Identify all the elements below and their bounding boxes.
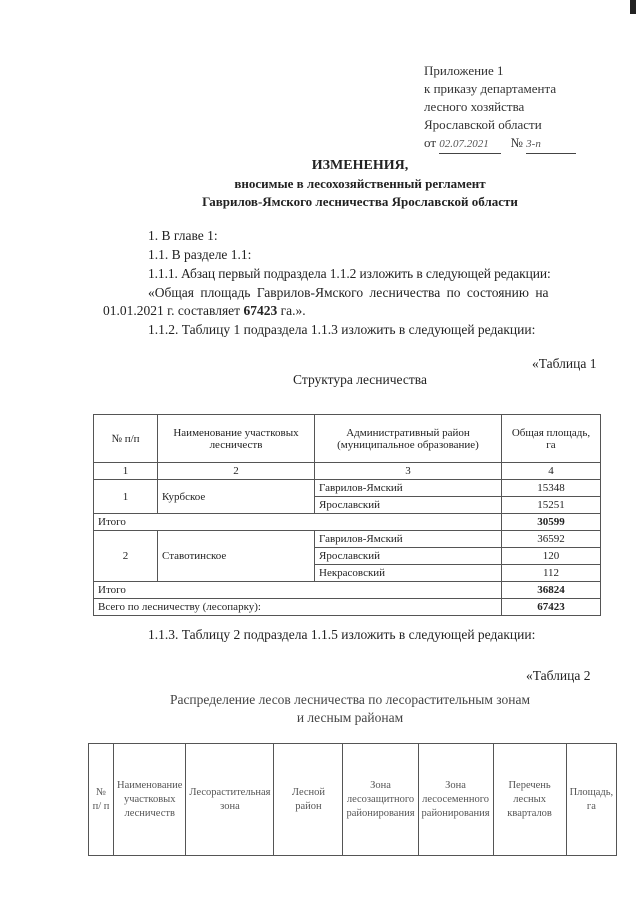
row2-num: 2 bbox=[94, 531, 158, 582]
para-6: 1.1.2. Таблицу 1 подраздела 1.1.3 изложить в следующей редакции: bbox=[148, 322, 536, 337]
th-num: № п/п bbox=[94, 415, 158, 463]
th-area: Общая площадь, га bbox=[502, 415, 601, 463]
row2-district-1: Гаврилов-Ямский bbox=[315, 531, 502, 548]
para-2: 1.1. В разделе 1.1: bbox=[148, 247, 252, 262]
row1-area-2: 15251 bbox=[502, 497, 601, 514]
para-7: 1.1.3. Таблицу 2 подраздела 1.1.5 изложить в следующей редакции: bbox=[148, 627, 536, 642]
row1-district-1: Гаврилов-Ямский bbox=[315, 480, 502, 497]
date-prefix: от bbox=[424, 135, 437, 150]
row2-area-2: 120 bbox=[502, 548, 601, 565]
row1-district-2: Ярославский bbox=[315, 497, 502, 514]
distribution-table bbox=[88, 743, 617, 856]
table2-label: «Таблица 2 bbox=[526, 668, 591, 683]
para-5-text: 01.01.2021 г. составляет bbox=[103, 303, 244, 318]
table-row bbox=[94, 514, 601, 531]
idx-4: 4 bbox=[502, 463, 601, 480]
number-handwritten: 3-п bbox=[526, 135, 576, 154]
structure-table bbox=[93, 414, 601, 616]
doc-subtitle-2: Гаврилов-Ямского лесничества Ярославской области bbox=[202, 194, 518, 209]
appendix-date-line bbox=[424, 134, 576, 154]
row2-district-2: Ярославский bbox=[315, 548, 502, 565]
total-value: 67423 bbox=[502, 599, 601, 616]
date-handwritten: 02.07.2021 bbox=[439, 135, 501, 154]
para-4: «Общая площадь Гаврилов-Ямского лесничества по состоянию на bbox=[148, 285, 549, 300]
para-3: 1.1.1. Абзац первый подраздела 1.1.2 изложить в следующей редакции: bbox=[148, 266, 551, 281]
row2-area-3: 112 bbox=[502, 565, 601, 582]
row1-num: 1 bbox=[94, 480, 158, 514]
th2-zone: Лесорастительная зона bbox=[186, 744, 274, 856]
th-name: Наименование участковых лесничеств bbox=[158, 415, 315, 463]
para-5 bbox=[103, 303, 306, 319]
table-row bbox=[94, 531, 601, 548]
idx-3: 3 bbox=[315, 463, 502, 480]
number-label: № bbox=[510, 135, 523, 150]
th2-seed-zone: Зона лесосеменного районирования bbox=[418, 744, 493, 856]
itogo-1-label: Итого bbox=[94, 514, 502, 531]
idx-2: 2 bbox=[158, 463, 315, 480]
scan-edge-mark bbox=[630, 0, 636, 14]
table-header-row bbox=[94, 415, 601, 463]
th2-quarters: Перечень лесных кварталов bbox=[493, 744, 566, 856]
row2-district-3: Некрасовский bbox=[315, 565, 502, 582]
itogo-2-value: 36824 bbox=[502, 582, 601, 599]
appendix-line1: Приложение 1 bbox=[424, 63, 504, 78]
table2-title-2: и лесным районам bbox=[296, 710, 404, 725]
row1-name: Курбское bbox=[158, 480, 315, 514]
total-label: Всего по лесничеству (лесопарку): bbox=[94, 599, 502, 616]
doc-title: ИЗМЕНЕНИЯ, bbox=[311, 158, 409, 173]
th2-protection-zone: Зона лесозащитного районирования bbox=[343, 744, 418, 856]
th2-name: Наименование участковых лесничеств bbox=[114, 744, 186, 856]
appendix-line3: лесного хозяйства bbox=[424, 99, 525, 114]
table1-title: Структура лесничества bbox=[293, 372, 427, 387]
table-row bbox=[94, 582, 601, 599]
table1-label: «Таблица 1 bbox=[532, 356, 597, 371]
th2-area: Площадь, га bbox=[566, 744, 617, 856]
table2-title-1: Распределение лесов лесничества по лесорастительным зонам bbox=[169, 692, 531, 707]
itogo-1-value: 30599 bbox=[502, 514, 601, 531]
th-district: Административный район (муниципальное образование) bbox=[315, 415, 502, 463]
th2-forest-district: Лесной район bbox=[274, 744, 343, 856]
itogo-2-label: Итого bbox=[94, 582, 502, 599]
table-row bbox=[94, 480, 601, 497]
appendix-line2: к приказу департамента bbox=[424, 81, 557, 96]
row1-area-1: 15348 bbox=[502, 480, 601, 497]
table-row bbox=[94, 599, 601, 616]
th2-num: № п/ п bbox=[89, 744, 114, 856]
row2-area-1: 36592 bbox=[502, 531, 601, 548]
row2-name: Ставотинское bbox=[158, 531, 315, 582]
para-1: 1. В главе 1: bbox=[148, 228, 218, 243]
appendix-block bbox=[424, 62, 576, 154]
table-header-row bbox=[89, 744, 617, 856]
para-5-end: га.». bbox=[277, 303, 306, 318]
area-total-bold: 67423 bbox=[243, 303, 278, 318]
table-row bbox=[94, 463, 601, 480]
idx-1: 1 bbox=[94, 463, 158, 480]
appendix-line4: Ярославской области bbox=[424, 117, 542, 132]
doc-subtitle-1: вносимые в лесохозяйственный регламент bbox=[234, 176, 486, 191]
